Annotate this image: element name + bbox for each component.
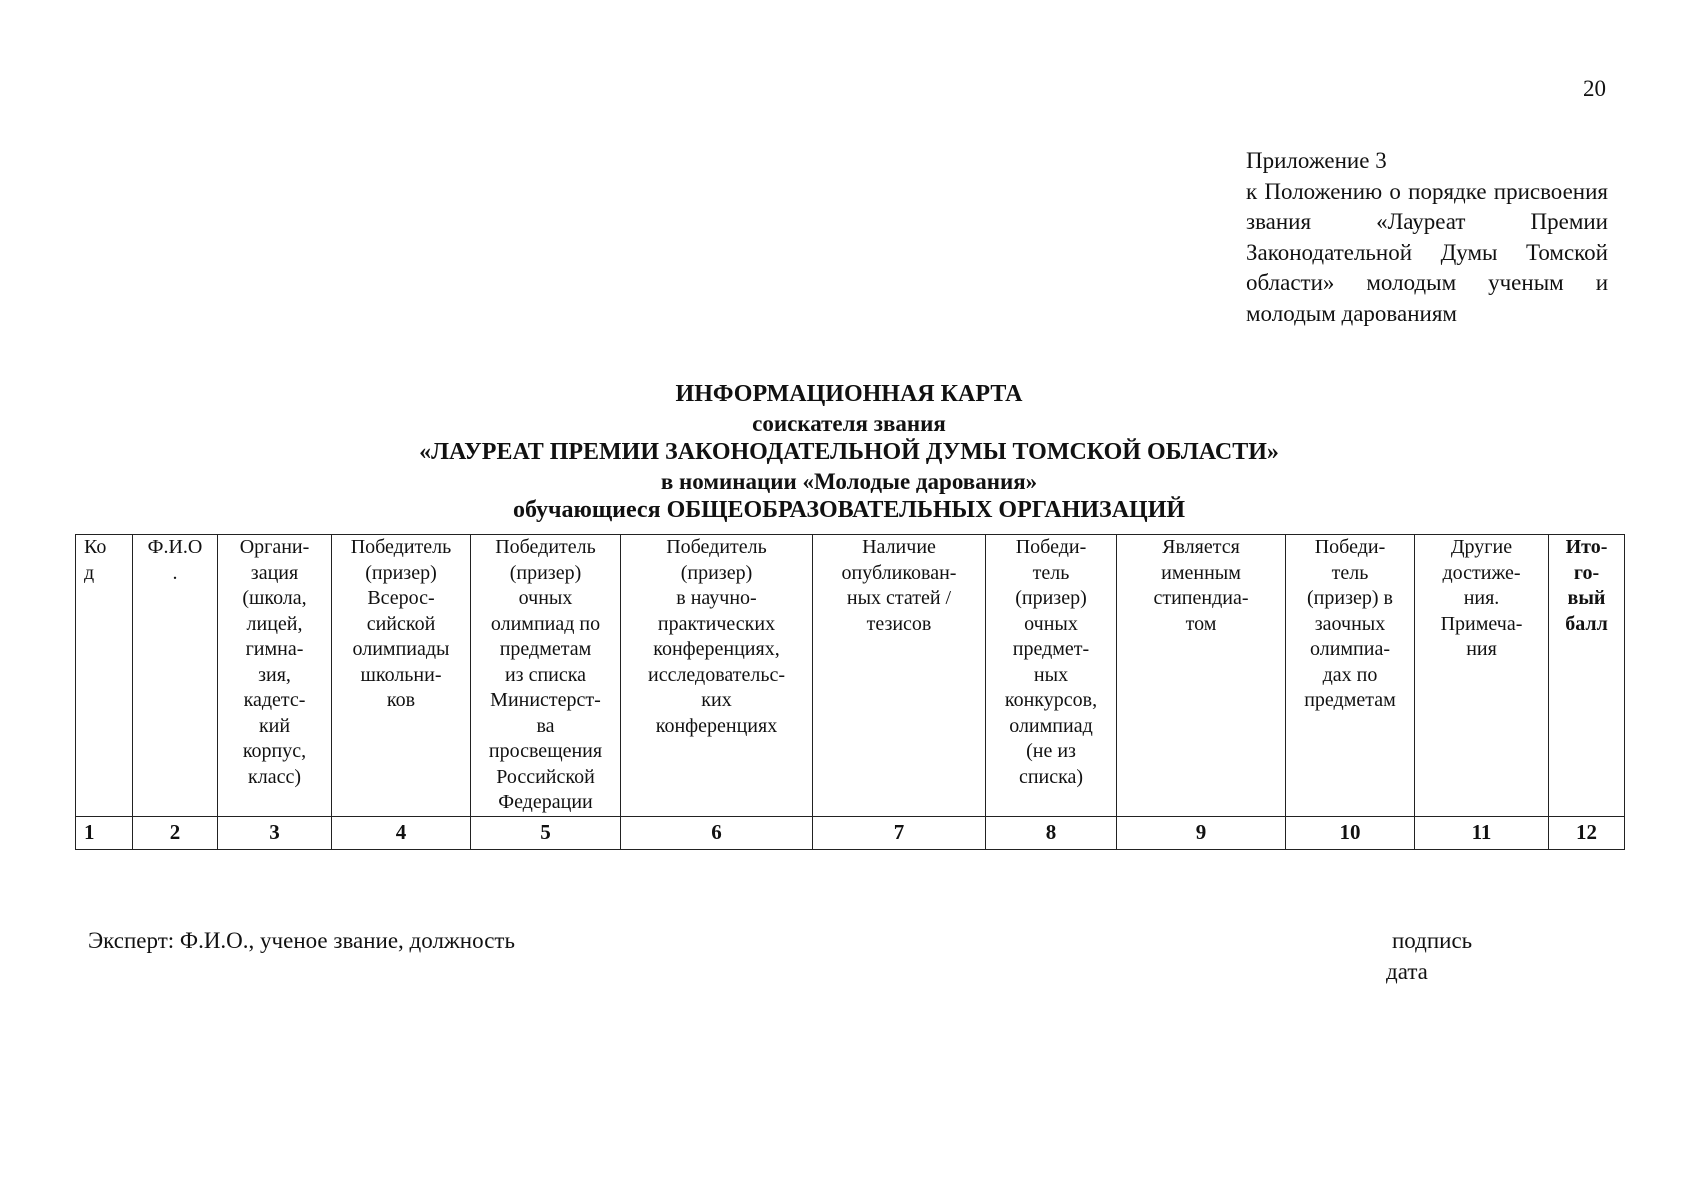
column-number: 9 bbox=[1117, 816, 1286, 849]
signature-label: подпись bbox=[1392, 928, 1473, 953]
column-number: 2 bbox=[133, 816, 218, 849]
column-number: 3 bbox=[218, 816, 332, 849]
header-ministry-olympiads: Победитель (призер) очных олимпиад по предметам из списка Министерст- ва просвещения Российской Федерации bbox=[471, 535, 621, 817]
header-code: Ко д bbox=[76, 535, 133, 817]
column-number: 7 bbox=[813, 816, 986, 849]
header-total-score: Ито- го- вый балл bbox=[1549, 535, 1625, 817]
title-line-2: соискателя звания bbox=[752, 411, 946, 436]
table-header-row bbox=[76, 535, 1625, 817]
column-number: 6 bbox=[621, 816, 813, 849]
header-correspondence-olympiads: Победи- тель (призер) в заочных олимпиа- дах по предметам bbox=[1286, 535, 1415, 817]
column-number: 11 bbox=[1415, 816, 1549, 849]
date-label: дата bbox=[1386, 959, 1428, 984]
column-number: 12 bbox=[1549, 816, 1625, 849]
column-number: 10 bbox=[1286, 816, 1415, 849]
info-card-table bbox=[75, 534, 1625, 850]
header-fio: Ф.И.О . bbox=[133, 535, 218, 817]
title-line-1: ИНФОРМАЦИОННАЯ КАРТА bbox=[675, 381, 1023, 407]
header-conferences: Победитель (призер) в научно- практических конференциях, исследовательс- ких конференциях bbox=[621, 535, 813, 817]
appendix-title: Приложение 3 bbox=[1246, 148, 1387, 173]
appendix-body: к Положению о порядке присвоения звания «Лауреат Премии Законодательной Думы Томской области» молодым ученым и молодым дарованиям bbox=[1246, 178, 1608, 326]
header-organization: Органи- зация (школа, лицей, гимна- зия, кадетс- кий корпус, класс) bbox=[218, 535, 332, 817]
table-number-row bbox=[76, 816, 1625, 849]
expert-label: Эксперт: Ф.И.О., ученое звание, должность bbox=[88, 928, 515, 953]
header-other-achievements: Другие достиже- ния. Примеча- ния bbox=[1415, 535, 1549, 817]
title-line-4: в номинации «Молодые дарования» bbox=[660, 469, 1038, 494]
title-line-5: обучающиеся ОБЩЕОБРАЗОВАТЕЛЬНЫХ ОРГАНИЗАЦИЙ bbox=[512, 497, 1186, 523]
header-publications: Наличие опубликован- ных статей / тезисов bbox=[813, 535, 986, 817]
appendix-block bbox=[1246, 146, 1608, 329]
column-number: 1 bbox=[76, 816, 133, 849]
column-number: 5 bbox=[471, 816, 621, 849]
page-number: 20 bbox=[1583, 76, 1606, 101]
header-contests: Победи- тель (призер) очных предмет- ных конкурсов, олимпиад (не из списка) bbox=[986, 535, 1117, 817]
column-number: 8 bbox=[986, 816, 1117, 849]
document-title bbox=[0, 380, 1698, 525]
header-all-russian-olympiad: Победитель (призер) Всерос- сийской олимпиады школьни- ков bbox=[332, 535, 471, 817]
title-line-3: «ЛАУРЕАТ ПРЕМИИ ЗАКОНОДАТЕЛЬНОЙ ДУМЫ ТОМСКОЙ ОБЛАСТИ» bbox=[419, 439, 1279, 465]
header-scholarship: Является именным стипендиа- том bbox=[1117, 535, 1286, 817]
column-number: 4 bbox=[332, 816, 471, 849]
